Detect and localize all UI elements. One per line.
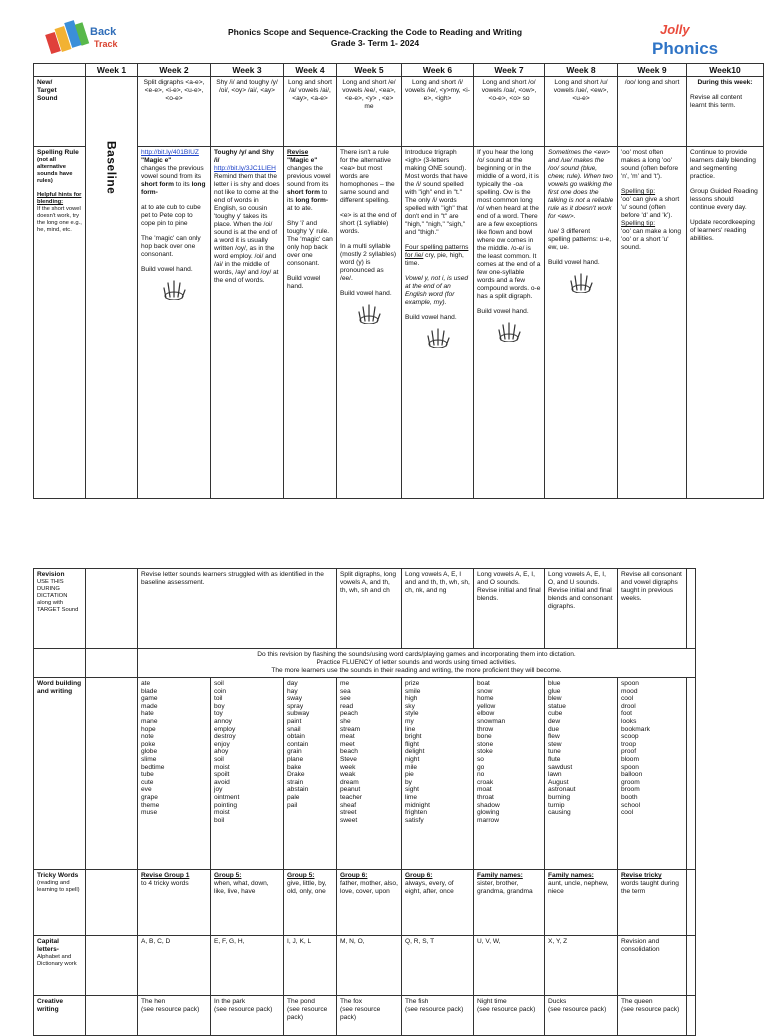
tricky-w4: Group 5: give, little, by, old, only, one: [284, 870, 337, 936]
word-item: snowman: [477, 717, 506, 725]
word-item: stream: [340, 725, 361, 733]
word-item: see: [340, 695, 351, 703]
word-item: made: [141, 702, 158, 710]
word-item: pointing: [214, 801, 238, 809]
row-label-creative-writing: Creative writing: [34, 996, 86, 1036]
creative-w6: The fish (see resource pack): [402, 996, 474, 1036]
word-item: ate: [141, 680, 151, 687]
row-label-new-sound: New/ Target Sound: [34, 77, 86, 147]
word-item: proof: [621, 748, 637, 756]
word-item: she: [340, 717, 351, 725]
new-sound-w9: /oo/ long and short: [618, 77, 687, 147]
word-item: meat: [340, 733, 355, 741]
capital-w4: I, J, K, L: [284, 936, 337, 996]
word-item: hope: [141, 725, 156, 733]
word-item: mood: [621, 687, 638, 695]
word-item: blew: [548, 695, 562, 703]
word-item: scoop: [621, 733, 639, 741]
magic-e-link[interactable]: http://bit.ly/401BIUZ: [141, 149, 199, 156]
word-item: no: [477, 771, 485, 779]
word-item: hay: [287, 687, 298, 695]
word-item: stone: [477, 740, 494, 748]
capital-w2: A, B, C, D: [138, 936, 211, 996]
word-item: dream: [340, 778, 359, 786]
word-item: sight: [405, 786, 419, 794]
word-item: beach: [340, 748, 358, 756]
vowel-hand-icon: [495, 320, 523, 342]
svg-text:Jolly: Jolly: [660, 22, 690, 37]
svg-text:Phonics: Phonics: [652, 39, 719, 58]
vowel-hand-icon: [355, 302, 383, 324]
word-item: mile: [405, 763, 418, 771]
col-week-6: Week 6: [402, 64, 474, 77]
word-item: midnight: [405, 801, 430, 809]
word-item: subway: [287, 710, 310, 718]
row-label-capital-letters: Capital letters- Alphabet and Dictionary work: [34, 936, 86, 996]
word-item: bedtime: [141, 763, 165, 771]
row-label-word-building: Word building and writing: [34, 678, 86, 870]
word-item: spray: [287, 702, 304, 710]
scope-table-top: [33, 63, 764, 499]
word-item: paint: [287, 717, 302, 725]
back-on-track-logo: [40, 13, 130, 59]
word-item: theme: [141, 801, 160, 809]
word-item: Drake: [287, 771, 305, 779]
word-item: boy: [214, 702, 225, 710]
word-item: groom: [621, 778, 640, 786]
word-item: ointment: [214, 793, 240, 801]
vowel-hand-icon: [424, 326, 452, 348]
word-item: marrow: [477, 816, 499, 824]
word-item: smile: [405, 687, 421, 695]
word-item: teacher: [340, 793, 362, 801]
word-item: shadow: [477, 801, 500, 809]
scope-table-bottom: [33, 568, 696, 1036]
revision-w10: [687, 569, 696, 649]
new-sound-w7: Long and short /o/ vowels /oa/, <ow>, <o-e>, <o> so: [474, 77, 545, 147]
word-item: bone: [477, 733, 492, 741]
row-tricky-words: [34, 870, 696, 936]
col-week-10: Week10: [687, 64, 764, 77]
word-item: poke: [141, 740, 156, 748]
words-w4: [284, 678, 337, 870]
word-item: contain: [287, 740, 309, 748]
word-item: toy: [214, 710, 223, 718]
creative-w9: The queen (see resource pack): [618, 996, 687, 1036]
word-item: flew: [548, 733, 560, 741]
word-item: bloom: [621, 755, 639, 763]
corner-cell: [34, 64, 86, 77]
new-sound-w10: During this week: Revise all content learnt this term.: [687, 77, 764, 147]
word-item: cute: [141, 778, 154, 786]
word-item: sea: [340, 687, 351, 695]
words-w1: [86, 678, 138, 870]
word-item: throw: [477, 725, 494, 733]
word-item: moist: [214, 809, 230, 817]
spelling-w2: http://bit.ly/401BIUZ "Magic e" changes the previous vowel sound from its short form to its long form- at to ate cub to cube pet to Pete cop to cope pin to pine The 'magic' can only hop back over one consonant. Build vowel hand.: [138, 147, 211, 499]
row-revision-note: [34, 649, 696, 678]
jolly-phonics-logo: [650, 16, 724, 62]
word-item: troop: [621, 740, 637, 748]
word-item: booth: [621, 793, 638, 801]
row-label-revision: Revision USE THIS DURING DICTATION along with TARGET Sound: [34, 569, 86, 649]
word-item: lime: [405, 793, 418, 801]
word-item: drool: [621, 702, 636, 710]
word-item: employ: [214, 725, 236, 733]
word-item: snail: [287, 725, 301, 733]
word-item: bright: [405, 733, 422, 741]
word-item: eve: [141, 786, 152, 794]
word-item: boil: [214, 816, 225, 824]
words-w7: [474, 678, 545, 870]
spelling-w7: If you hear the long /o/ sound at the beginning or in the middle of a word, it is typically the -oa spelling. Ow is the most common long /o/ when heard at the end of a word. There are a few exceptions like flown and bowl where ow comes in the middle. /o-e/ is the least common. It comes at the end of a few one-syllable words and a few compound words. o-e has a split digraph. Build vowel hand.: [474, 147, 545, 499]
creative-w7: Night time (see resource pack): [474, 996, 545, 1036]
word-item: slime: [141, 755, 157, 763]
word-item: blade: [141, 687, 158, 695]
word-item: spoon: [621, 763, 639, 771]
word-item: cube: [548, 710, 563, 718]
word-item: avoid: [214, 778, 230, 786]
word-item: plane: [287, 755, 304, 763]
new-sound-w3: Shy /i/ and toughy /y/ /oi/, <oy> /ai/, <ay>: [211, 77, 284, 147]
words-w2: [138, 678, 211, 870]
word-item: due: [548, 725, 560, 733]
new-sound-w4: Long and short /a/ vowels /ai/, <ay>, <a-e>: [284, 77, 337, 147]
creative-w5: The fox (see resource pack): [337, 996, 402, 1036]
svg-text:Back: Back: [90, 26, 117, 38]
word-item: game: [141, 695, 158, 703]
tricky-w8: Family names: aunt, uncle, nephew, niece: [545, 870, 618, 936]
word-item: elbow: [477, 710, 495, 718]
word-item: ahoy: [214, 748, 229, 756]
word-item: spoon: [621, 680, 639, 687]
revision-w8: Long vowels A, E, I, O, and U sounds. Revise initial and final blends and consonant digraphs.: [545, 569, 618, 649]
word-item: so: [477, 755, 484, 763]
word-item: causing: [548, 809, 571, 817]
word-item: prize: [405, 680, 420, 687]
creative-w2: The hen (see resource pack): [138, 996, 211, 1036]
row-capital-letters: [34, 936, 696, 996]
word-item: coin: [214, 687, 227, 695]
col-week-8: Week 8: [545, 64, 618, 77]
word-item: flight: [405, 740, 419, 748]
capital-w8: X, Y, Z: [545, 936, 618, 996]
word-item: street: [340, 809, 357, 817]
word-item: peanut: [340, 786, 361, 794]
word-item: soil: [214, 755, 224, 763]
word-item: boat: [477, 680, 490, 687]
word-item: line: [405, 725, 416, 733]
vowel-hand-icon: [160, 278, 188, 300]
creative-w8: Ducks (see resource pack): [545, 996, 618, 1036]
creative-w4: The pond (see resource pack): [284, 996, 337, 1036]
word-item: joy: [214, 786, 223, 794]
word-item: burning: [548, 793, 570, 801]
word-item: note: [141, 733, 154, 741]
word-item: destroy: [214, 733, 236, 741]
spelling-w6: Introduce trigraph <igh> (3-letters making ONE sound). Most words that have the /i/ sound spelled with "igh" end in "t." The only /i/ words spelled with "igh" that don't end in "t" are "high," "nigh," "sigh," and "thigh." Four spelling patterns for /ie/ cry, pie, high, time. Vowel y, not i, is used at the end of an English word (for example, my). Build vowel hand.: [402, 147, 474, 499]
word-item: broom: [621, 786, 640, 794]
col-week-4: Week 4: [284, 64, 337, 77]
capital-w3: E, F, G, H,: [211, 936, 284, 996]
word-item: moist: [214, 763, 230, 771]
col-week-3: Week 3: [211, 64, 284, 77]
word-item: tune: [548, 748, 561, 756]
col-week-7: Week 7: [474, 64, 545, 77]
spelling-w10: Continue to provide learners daily blending and segmenting practice. Group Guided Reading lessons should continue every day. Update recordkeeping of learners' reading abilities.: [687, 147, 764, 499]
word-item: me: [340, 680, 350, 687]
spelling-w8: Sometimes the <ew> and /ue/ makes the /oo/ sound (blue, chew, rule). When two vowels go walking the first one does the talking is not a reliable rule as it doesn't work for <ew>. /ue/ 3 different spelling patterns: u-e, ew, ue. Build vowel hand.: [545, 147, 618, 499]
col-week-1: Week 1: [86, 64, 138, 77]
capital-w5: M, N, O,: [337, 936, 402, 996]
word-item: snow: [477, 687, 493, 695]
word-item: glue: [548, 687, 561, 695]
words-w9: [618, 678, 687, 870]
word-item: grain: [287, 748, 302, 756]
word-item: looks: [621, 717, 637, 725]
words-w3: [211, 678, 284, 870]
word-item: pale: [287, 793, 300, 801]
word-item: cool: [621, 695, 634, 703]
word-item: sky: [405, 702, 415, 710]
word-item: my: [405, 717, 414, 725]
word-item: obtain: [287, 733, 305, 741]
words-w8: [545, 678, 618, 870]
word-item: go: [477, 763, 485, 771]
word-item: pie: [405, 771, 414, 779]
page-header: [0, 8, 768, 64]
toughy-shy-link[interactable]: http://bit.ly/3JC1LIEH: [214, 165, 276, 172]
word-item: August: [548, 778, 569, 786]
word-item: croak: [477, 778, 494, 786]
document-title: Phonics Scope and Sequence-Cracking the Code to Reading and Writing Grade 3- Term 1- 2024: [227, 27, 523, 48]
word-item: enjoy: [214, 740, 230, 748]
creative-w3: In the park (see resource pack): [211, 996, 284, 1036]
word-item: stoke: [477, 748, 493, 756]
word-item: read: [340, 702, 354, 710]
tricky-w9: Revise tricky words taught during the term: [618, 870, 687, 936]
word-item: bake: [287, 763, 302, 771]
word-item: spoilt: [214, 771, 230, 779]
tricky-w3: Group 5: when, what, down, like, live, have: [211, 870, 284, 936]
word-item: meet: [340, 740, 355, 748]
col-week-2: Week 2: [138, 64, 211, 77]
word-item: balloon: [621, 771, 643, 779]
spelling-w4: Revise "Magic e" changes the previous vowel sound from its short form to its long form- at to ate. Shy 'i' and toughy 'y' rule. The 'magic' can only hop back over one consonant. Build vowel hand.: [284, 147, 337, 499]
baseline-cell: Baseline: [86, 77, 138, 499]
word-item: annoy: [214, 717, 232, 725]
new-sound-w5: Long and short /e/ vowels /ee/, <ea>, <e-e>, <y> , <e> me: [337, 77, 402, 147]
word-item: home: [477, 695, 494, 703]
word-item: flute: [548, 755, 561, 763]
word-item: dew: [548, 717, 561, 725]
spelling-w5: There isn't a rule for the alternative <ea> but most words are homophones – the same sound and different spelling. <e> is at the end of short (1 syllable) words. In a multi syllable (mostly 2 syllables) word (y) is pronounced as /ee/. Build vowel hand.: [337, 147, 402, 499]
word-item: turnip: [548, 801, 565, 809]
word-item: night: [405, 755, 420, 763]
word-item: yellow: [477, 702, 496, 710]
word-item: sweet: [340, 816, 358, 824]
word-item: frighten: [405, 809, 427, 817]
revision-note: Do this revision by flashing the sounds/using word cards/playing games and incorporating them into dictation. Practice FLUENCY of letter sounds and words using timed activities. The more learners use the sounds in their reading and writing, the more proficient they will become.: [138, 649, 696, 678]
word-item: sheaf: [340, 801, 357, 809]
capital-w7: U, V, W,: [474, 936, 545, 996]
words-w10: [687, 678, 696, 870]
word-item: weak: [340, 771, 356, 779]
tricky-w7: Family names: sister, brother, grandma, grandma: [474, 870, 545, 936]
word-item: abstain: [287, 786, 309, 794]
new-sound-w6: Long and short /i/ vowels /ie/, <y>my, <i-e>, <igh>: [402, 77, 474, 147]
word-item: day: [287, 680, 298, 687]
word-item: glowing: [477, 809, 500, 817]
revision-w5: Split digraphs, long vowels A, and th, th, wh, sh and ch: [337, 569, 402, 649]
spelling-w9: 'oo' most often makes a long 'oo' sound (often before 'n', 'm' and 't'). Spelling tip: 'oo' can give a short 'u' sound (often before 'd' and 'k'). Spelling tip: 'oo' can make a long 'oo' or a short 'u' sound.: [618, 147, 687, 499]
tricky-w2: Revise Group 1 to 4 tricky words: [138, 870, 211, 936]
revision-w6: Long vowels A, E, I and and th, th, wh, sh, ch, nk, and ng: [402, 569, 474, 649]
col-week-9: Week 9: [618, 64, 687, 77]
word-item: delight: [405, 748, 425, 756]
words-w6: [402, 678, 474, 870]
col-week-5: Week 5: [337, 64, 402, 77]
word-item: soil: [214, 680, 224, 687]
word-item: foot: [621, 710, 632, 718]
word-item: muse: [141, 809, 158, 817]
word-item: school: [621, 801, 641, 809]
word-item: satisfy: [405, 816, 424, 824]
row-creative-writing: [34, 996, 696, 1036]
word-item: sway: [287, 695, 303, 703]
word-item: strain: [287, 778, 304, 786]
revision-w2-4: Revise letter sounds learners struggled with as identified in the baseline assessment.: [138, 569, 337, 649]
word-item: grape: [141, 793, 158, 801]
tricky-w5: Group 6: father, mother, also, love, cover, upon: [337, 870, 402, 936]
word-item: high: [405, 695, 418, 703]
row-word-building: [34, 678, 696, 870]
week-header-row: [34, 64, 764, 77]
word-item: bookmark: [621, 725, 650, 733]
svg-text:Track: Track: [94, 39, 118, 49]
word-item: statue: [548, 702, 566, 710]
row-label-spelling-rule: Spelling Rule (not all alternative sounds have rules) Helpful hints for blending: If the short vowel doesn't work, try the long one e.g., he, mind, etc.: [34, 147, 86, 499]
words-w5: [337, 678, 402, 870]
word-item: peach: [340, 710, 358, 718]
row-new-sound: [34, 77, 764, 147]
word-item: globe: [141, 748, 158, 756]
tricky-w6: Group 6: always, every, of eight, after, once: [402, 870, 474, 936]
word-item: toil: [214, 695, 223, 703]
spelling-w3: Toughy /y/ and Shy /i/ http://bit.ly/3JC1LIEH Remind them that the letter i is shy and does not like to come at the end of words in English, so cousin 'toughy y' takes its place. When the /oi/ sound is at the end of a word it is usually written /oy/, as in the word employ. /oi/ and /ai/ in the middle of words, /ay/ and /oy/ at the end of words.: [211, 147, 284, 499]
vowel-hand-icon: [567, 271, 595, 293]
new-sound-w2: Split digraphs <a-e>, <e-e>, <i-e>, <u-e>, <o-e>: [138, 77, 211, 147]
revision-w1: [86, 569, 138, 649]
word-item: week: [340, 763, 356, 771]
new-sound-w8: Long and short /u/ vowels /ue/, <ew>, <u-e>: [545, 77, 618, 147]
word-item: lawn: [548, 771, 562, 779]
word-item: blue: [548, 680, 561, 687]
row-revision: [34, 569, 696, 649]
word-item: tube: [141, 771, 154, 779]
row-label-tricky-words: Tricky Words (reading and learning to spell): [34, 870, 86, 936]
word-item: mane: [141, 717, 158, 725]
row-spelling-rule: [34, 147, 764, 499]
word-item: Steve: [340, 755, 357, 763]
capital-w6: Q, R, S, T: [402, 936, 474, 996]
revision-w9: Revise all consonant and vowel digraphs taught in previous weeks.: [618, 569, 687, 649]
word-item: throat: [477, 793, 494, 801]
word-item: pail: [287, 801, 298, 809]
capital-w9: Revision and consolidation: [618, 936, 687, 996]
revision-w7: Long vowels A, E, I, and O sounds. Revise initial and final blends.: [474, 569, 545, 649]
word-item: cool: [621, 809, 634, 817]
word-item: stew: [548, 740, 562, 748]
word-item: hate: [141, 710, 154, 718]
word-item: astronaut: [548, 786, 576, 794]
word-item: style: [405, 710, 419, 718]
word-item: moat: [477, 786, 492, 794]
word-item: by: [405, 778, 412, 786]
word-item: sawdust: [548, 763, 573, 771]
